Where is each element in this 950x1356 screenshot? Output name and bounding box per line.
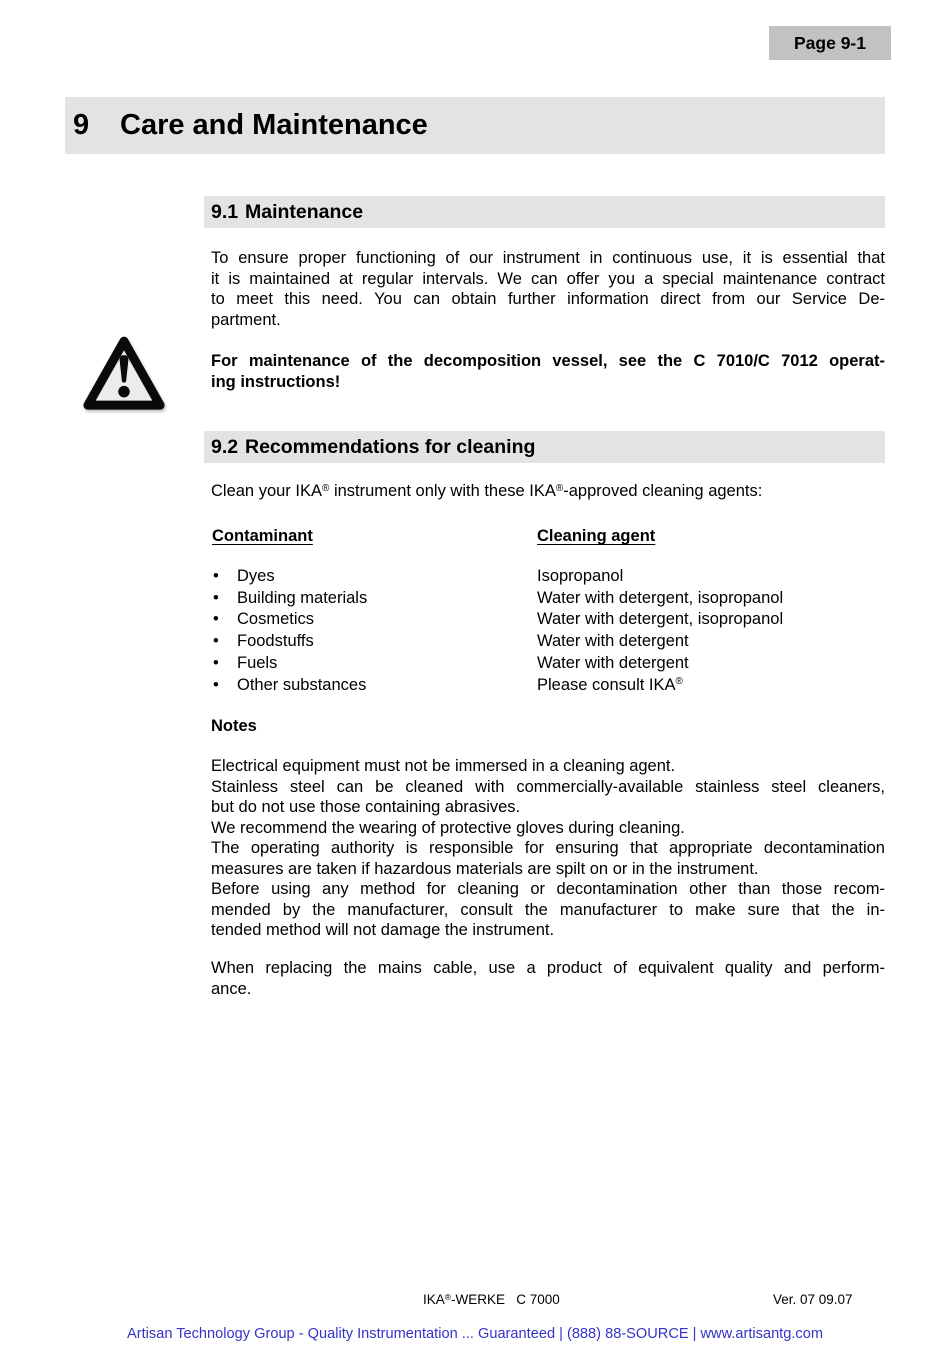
- page-number-badge: [769, 26, 891, 60]
- brand-text: IKA: [423, 1292, 445, 1307]
- agent-cell: Isopropanol: [537, 567, 624, 585]
- agent-text: Please consult IKA: [537, 675, 676, 694]
- table-row: [211, 675, 885, 697]
- mains-cable-paragraph: [211, 958, 885, 999]
- registered-mark: ®: [555, 482, 564, 494]
- cleaning-intro: [211, 481, 885, 505]
- table-row: [211, 653, 885, 675]
- text-line: it is maintained at regular intervals. We can offer you a special maintenance contract: [211, 269, 885, 288]
- section-heading-9-2: [204, 431, 885, 463]
- agent-cell: Water with detergent: [537, 653, 689, 672]
- intro-text: -approved cleaning agents:: [563, 482, 763, 500]
- cleaning-table: [211, 566, 885, 696]
- section-heading-9-1: [204, 196, 885, 228]
- text-line: Before using any method for cleaning or decontamination other than those recom-: [211, 880, 885, 898]
- section-number: 9.1: [211, 200, 239, 223]
- agent-cell: Water with detergent, isopropanol: [537, 588, 784, 607]
- bullet-icon: •: [213, 610, 219, 629]
- contaminant-cell: Building materials: [237, 588, 368, 607]
- bullet-icon: •: [213, 675, 219, 694]
- contaminant-cell: Dyes: [237, 567, 275, 585]
- contaminant-cell: Fuels: [237, 653, 278, 672]
- table-row: [211, 609, 885, 631]
- section-title: Recommendations for cleaning: [245, 435, 536, 458]
- intro-text: instrument only with these IKA: [329, 482, 556, 500]
- column-header-contaminant: Contaminant: [212, 527, 313, 545]
- registered-mark: ®: [444, 1291, 452, 1302]
- text-line: ing instructions!: [211, 372, 341, 391]
- text-line: When replacing the mains cable, use a product of equivalent quality and perform-: [211, 959, 885, 977]
- notes-heading: Notes: [211, 717, 257, 735]
- footer-version: Ver. 07 09.07: [773, 1292, 853, 1307]
- page-number-label: Page 9-1: [794, 32, 866, 53]
- table-row: [211, 566, 885, 588]
- chapter-number: 9: [73, 109, 90, 141]
- chapter-title: Care and Maintenance: [120, 109, 428, 141]
- notes-paragraph: [211, 756, 885, 941]
- text-line: We recommend the wearing of protective gloves during cleaning.: [211, 818, 685, 837]
- maintenance-paragraph: [211, 248, 885, 330]
- chapter-heading: [65, 97, 885, 154]
- text-line: Stainless steel can be cleaned with commercially-available stainless steel cleaners,: [211, 777, 885, 796]
- table-row: [211, 631, 885, 653]
- agent-cell: Water with detergent: [537, 632, 689, 651]
- registered-mark: ®: [321, 482, 330, 494]
- column-header-cleaning-agent: Cleaning agent: [537, 527, 656, 545]
- artisan-footer-link[interactable]: Artisan Technology Group - Quality Instrumentation ... Guaranteed | (888) 88-SOURCE | www.artisantg.com: [127, 1326, 823, 1342]
- bullet-icon: •: [213, 653, 219, 672]
- text-line: Electrical equipment must not be immersed in a cleaning agent.: [211, 757, 676, 775]
- text-line: but do not use those containing abrasives.: [211, 798, 521, 816]
- warning-text: [211, 351, 885, 392]
- text-line: The operating authority is responsible for ensuring that appropriate decontamination: [211, 839, 885, 857]
- section-title: Maintenance: [245, 200, 364, 223]
- text-line: To ensure proper functioning of our instrument in continuous use, it is essential that: [211, 249, 885, 267]
- text-line: For maintenance of the decomposition vessel, see the C 7010/C 7012 operat-: [211, 352, 885, 370]
- text-line: tended method will not damage the instrument.: [211, 921, 555, 939]
- brand-text: -WERKE C 7000: [451, 1292, 560, 1307]
- agent-cell: [537, 675, 683, 699]
- contaminant-cell: Cosmetics: [237, 610, 315, 629]
- text-line: mended by the manufacturer, consult the manufacturer to make sure that the in-: [211, 900, 885, 919]
- agent-cell: Water with detergent, isopropanol: [537, 610, 784, 629]
- bullet-icon: •: [213, 632, 219, 651]
- warning-triangle-icon: [83, 336, 165, 412]
- bullet-icon: •: [213, 567, 219, 585]
- text-line: partment.: [211, 310, 281, 329]
- registered-mark: ®: [675, 676, 683, 688]
- table-row: [211, 588, 885, 610]
- bullet-icon: •: [213, 588, 219, 607]
- text-line: measures are taken if hazardous materials are spilt on or in the instrument.: [211, 859, 759, 878]
- text-line: ance.: [211, 979, 252, 998]
- text-line: to meet this need. You can obtain further information direct from our Service De-: [211, 290, 885, 309]
- contaminant-cell: Other substances: [237, 675, 367, 694]
- section-number: 9.2: [211, 435, 239, 458]
- contaminant-cell: Foodstuffs: [237, 632, 314, 651]
- intro-text: Clean your IKA: [211, 482, 322, 500]
- footer-device-label: [423, 1292, 560, 1307]
